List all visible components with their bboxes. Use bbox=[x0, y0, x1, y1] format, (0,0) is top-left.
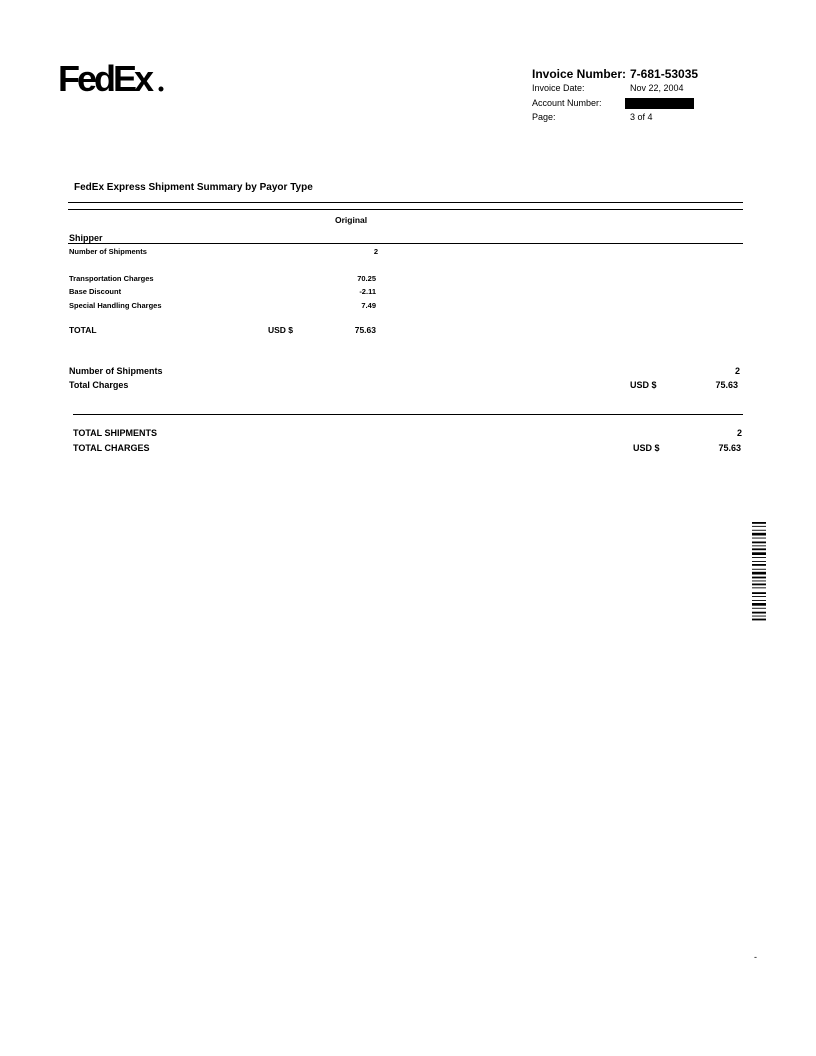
barcode bbox=[752, 522, 766, 622]
fedex-logo-text: FedEx bbox=[58, 58, 152, 98]
invoice-number-value: 7-681-53035 bbox=[630, 67, 699, 81]
total-value: 75.63 bbox=[354, 325, 376, 335]
section-charges-value: 75.63 bbox=[715, 380, 738, 390]
grand-shipments-value: 2 bbox=[736, 428, 742, 438]
grand-charges-currency: USD $ bbox=[633, 443, 660, 453]
invoice-number-label: Invoice Number: bbox=[532, 67, 627, 81]
row-value-base-discount: -2.11 bbox=[359, 287, 376, 296]
row-label-special-handling: Special Handling Charges bbox=[69, 301, 162, 310]
grand-charges-value: 75.63 bbox=[718, 443, 741, 453]
section-charges-label: Total Charges bbox=[69, 380, 129, 390]
fedex-logo bbox=[58, 58, 166, 98]
invoice-date-value: Nov 22, 2004 bbox=[630, 83, 684, 93]
column-header-original: Original bbox=[335, 215, 368, 225]
page-label: Page: bbox=[532, 112, 556, 122]
footer-mark: - bbox=[754, 952, 757, 962]
page-value: 3 of 4 bbox=[630, 112, 653, 122]
invoice-date-label: Invoice Date: bbox=[532, 83, 585, 93]
grand-shipments-label: TOTAL SHIPMENTS bbox=[73, 428, 158, 438]
row-value-transportation-charges: 70.25 bbox=[357, 274, 376, 283]
account-number-label: Account Number: bbox=[532, 98, 602, 108]
row-label-number-of-shipments: Number of Shipments bbox=[69, 247, 147, 256]
account-number-redaction bbox=[625, 98, 694, 109]
row-label-base-discount: Base Discount bbox=[69, 287, 122, 296]
title-rule-top bbox=[68, 202, 743, 203]
row-value-special-handling: 7.49 bbox=[361, 301, 376, 310]
total-currency: USD $ bbox=[268, 325, 294, 335]
fedex-logo-dot bbox=[159, 87, 164, 92]
grand-charges-label: TOTAL CHARGES bbox=[73, 443, 150, 453]
section-label-shipper: Shipper bbox=[69, 233, 103, 243]
section-rule bbox=[68, 243, 743, 244]
summary-title: FedEx Express Shipment Summary by Payor Type bbox=[74, 182, 313, 193]
total-label: TOTAL bbox=[69, 325, 97, 335]
section-shipments-value: 2 bbox=[734, 366, 740, 376]
grand-totals-rule bbox=[73, 414, 743, 415]
section-shipments-label: Number of Shipments bbox=[69, 366, 163, 376]
section-charges-currency: USD $ bbox=[630, 380, 657, 390]
row-value-number-of-shipments: 2 bbox=[373, 247, 378, 256]
row-label-transportation-charges: Transportation Charges bbox=[69, 274, 154, 283]
title-rule-bottom bbox=[68, 209, 743, 210]
